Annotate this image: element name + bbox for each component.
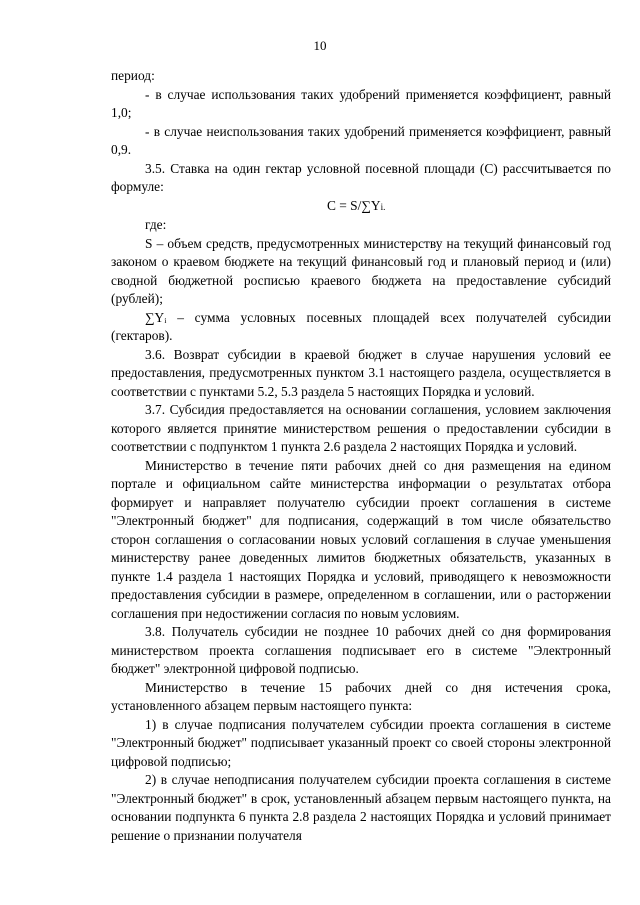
paragraph-ministry-15-days: Министерство в течение 15 рабочих дней со дня истечения срока, установленного абзацем первым настоящего пункта: <box>111 679 611 713</box>
paragraph-3-7: 3.7. Субсидия предоставляется на основании соглашения, условием заключения которого является принятие министерством решения о предоставлении субсидии в соответствии с подпунктом 1 пункта 2.6 раздела 2 настоящих Порядка и условий. <box>111 402 611 454</box>
paragraph-fertilizer-used: - в случае использования таких удобрений применяется коэффициент, равный 1,0; <box>111 86 611 120</box>
paragraph-item-2: 2) в случае неподписания получателем субсидии проекта соглашения в системе "Электронный бюджет" в срок, установленный абзацем первым настоящего пункта, на основании подпункта 6 пункта 2.8 раздела 2 настоящих Порядка и условий принимает решение о признании получателя <box>111 772 611 843</box>
document-body <box>111 67 611 845</box>
paragraph-ministry-5-days: Министерство в течение пяти рабочих дней со дня размещения на едином портале и официальном сайте министерства информации о результатах отбора формирует и направляет получателю субсидии проект соглашения в системе "Электронный бюджет" для подписания, содержащий в том числе обязательство сторон соглашения о согласовании новых условий соглашения в случае уменьшения министерству ранее доведенных лимитов бюджетных обязательств, указанных в пункте 1.4 раздела 1 настоящих Порядка и условий, приводящего к невозможности предоставления субсидии в размере, определенном в соглашении, или о расторжении соглашения при недостижении согласия по новым условиям. <box>111 457 611 621</box>
paragraph-period-label: период: <box>111 68 155 83</box>
paragraph-3-5: 3.5. Ставка на один гектар условной посевной площади (С) рассчитывается по формуле: <box>111 160 611 194</box>
page-number: 10 <box>313 38 327 53</box>
formula-main: С = S/∑Y <box>327 197 381 213</box>
paragraph-item-1: 1) в случае подписания получателем субсидии проекта соглашения в системе "Электронный бюджет" подписывает указанный проект со своей стороны электронной цифровой подписью; <box>111 716 611 769</box>
formula-subscript: i. <box>380 201 386 212</box>
paragraph-sum-definition: ∑Yᵢ – сумма условных посевных площадей всех получателей субсидии (гектаров). <box>111 309 611 343</box>
paragraph-fertilizer-not-used: - в случае неиспользования таких удобрений применяется коэффициент, равный 0,9. <box>111 123 611 157</box>
paragraph-where: где: <box>145 217 167 232</box>
paragraph-s-definition: S – объем средств, предусмотренных министерству на текущий финансовый год законом о краевом бюджете на текущий финансовый год и плановый период и (или) сводной бюджетной росписью краевого бюджета на предоставление субсидий (рублей); <box>111 235 611 306</box>
paragraph-3-8: 3.8. Получатель субсидии не позднее 10 рабочих дней со дня формирования министерством проекта соглашения подписывает его в системе "Электронный бюджет" электронной цифровой подписью. <box>111 624 611 676</box>
formula <box>111 197 611 217</box>
paragraph-3-6: 3.6. Возврат субсидии в краевой бюджет в случае нарушения условий ее предоставления, предусмотренных пунктом 3.1 настоящего раздела, осуществляется в соответствии с пунктами 5.2, 5.3 раздела 5 настоящих Порядка и условий. <box>111 346 611 399</box>
